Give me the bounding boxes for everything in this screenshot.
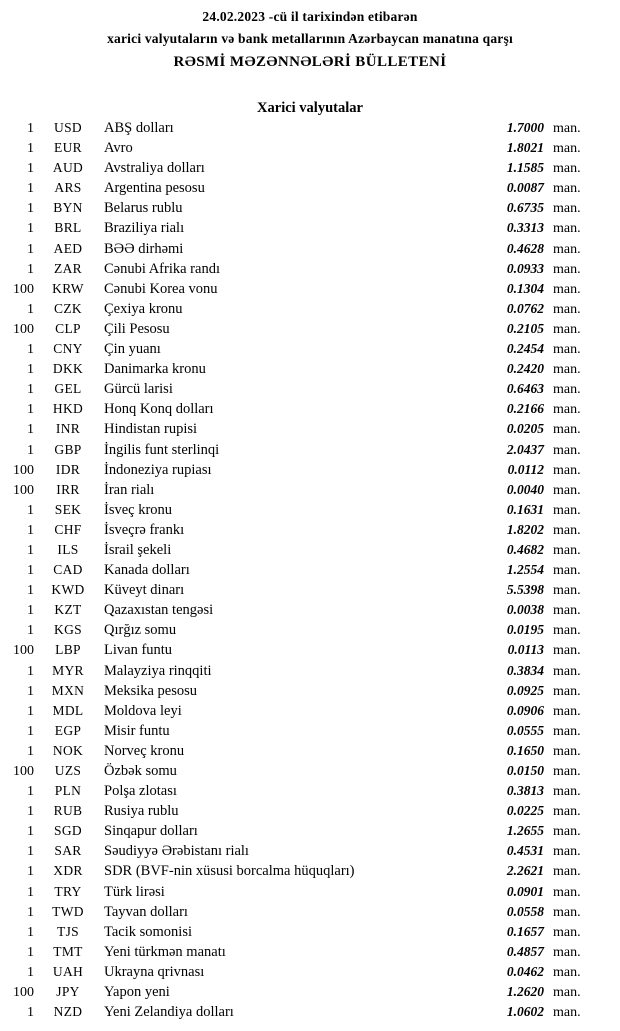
rate-row — [0, 319, 620, 339]
rate-quantity: 1 — [27, 924, 34, 940]
currency-code: CHF — [54, 521, 82, 537]
currency-name: Livan funtu — [104, 642, 173, 659]
currency-code: BYN — [53, 200, 83, 216]
currency-code: EUR — [54, 140, 82, 156]
rate-unit: man. — [553, 422, 581, 438]
rate-quantity: 1 — [27, 161, 34, 177]
currency-code: KZT — [54, 602, 82, 618]
rate-unit: man. — [553, 141, 581, 157]
rate-quantity: 1 — [27, 723, 34, 739]
rate-unit: man. — [553, 1005, 581, 1021]
rate-value: 0.1631 — [506, 501, 544, 517]
rate-value: 0.0225 — [506, 803, 544, 819]
rate-value: 0.4682 — [506, 541, 544, 557]
rate-unit: man. — [553, 522, 581, 538]
rate-row — [0, 480, 620, 500]
rate-row — [0, 158, 620, 178]
rate-row — [0, 399, 620, 419]
currency-code: KRW — [52, 280, 84, 296]
rate-quantity: 1 — [27, 522, 34, 538]
currency-name: İsveç kronu — [104, 501, 173, 518]
rate-value: 0.0205 — [506, 421, 544, 437]
currency-code: BRL — [54, 220, 82, 236]
rate-row — [0, 440, 620, 460]
currency-name: Kanada dolları — [104, 562, 190, 579]
rate-row — [0, 942, 620, 962]
currency-code: GEL — [54, 381, 82, 397]
rate-row — [0, 379, 620, 399]
rate-row — [0, 118, 620, 138]
currency-name: Gürcü larisi — [104, 381, 173, 398]
rate-row — [0, 781, 620, 801]
rate-value: 1.2655 — [506, 823, 544, 839]
rate-value: 1.7000 — [506, 120, 544, 135]
rate-quantity: 1 — [27, 342, 34, 358]
rate-unit: man. — [553, 201, 581, 217]
currency-code: XDR — [53, 863, 83, 879]
rate-quantity: 1 — [27, 1005, 34, 1021]
rate-value: 0.3313 — [506, 220, 544, 236]
rate-row — [0, 198, 620, 218]
rate-unit: man. — [553, 121, 581, 136]
currency-name: Cənubi Korea vonu — [104, 280, 218, 297]
currency-name: Norveç kronu — [104, 742, 185, 759]
currency-name: İsveçrə frankı — [104, 521, 185, 538]
currency-code: HKD — [52, 401, 84, 417]
rate-row — [0, 460, 620, 480]
currency-name: Braziliya rialı — [104, 220, 185, 237]
rate-quantity: 1 — [27, 964, 34, 980]
currency-name: Yeni türkmən manatı — [104, 943, 226, 960]
rate-row — [0, 640, 620, 660]
rate-row — [0, 239, 620, 259]
rate-unit: man. — [553, 623, 581, 639]
rate-unit: man. — [553, 261, 581, 277]
rate-row — [0, 902, 620, 922]
currency-code: NZD — [53, 1004, 83, 1020]
rate-row — [0, 701, 620, 721]
rate-value: 0.0113 — [507, 642, 544, 658]
rate-row — [0, 259, 620, 279]
currency-code: LBP — [55, 642, 81, 658]
rate-value: 0.0901 — [506, 883, 544, 899]
rate-quantity: 1 — [27, 362, 34, 378]
rate-row — [0, 861, 620, 881]
rate-value: 0.0762 — [506, 300, 544, 316]
rate-quantity: 1 — [27, 583, 34, 599]
rate-quantity: 1 — [27, 683, 34, 699]
currency-code: INR — [55, 421, 81, 437]
rate-unit: man. — [553, 221, 581, 237]
rate-quantity: 1 — [27, 824, 34, 840]
currency-name: Ukrayna qrivnası — [104, 963, 205, 980]
currency-code: MDL — [52, 702, 84, 718]
currency-name: Misir funtu — [104, 722, 170, 739]
currency-name: BƏƏ dirhəmi — [104, 240, 184, 257]
rate-value: 2.2621 — [506, 863, 544, 879]
currency-name: Moldova leyi — [104, 702, 182, 719]
currency-name: Türk lirəsi — [104, 883, 165, 900]
rate-row — [0, 419, 620, 439]
currency-name: Çexiya kronu — [104, 300, 183, 317]
rate-quantity: 1 — [27, 563, 34, 579]
currency-code: DKK — [52, 361, 84, 377]
currency-code: TWD — [52, 903, 84, 919]
rate-row — [0, 1002, 620, 1022]
rate-row — [0, 721, 620, 741]
rate-row — [0, 138, 620, 158]
rate-quantity: 1 — [27, 743, 34, 759]
rate-unit: man. — [553, 784, 581, 800]
rate-value: 0.2420 — [506, 361, 544, 377]
currency-name: Yeni Zelandiya dolları — [104, 1004, 234, 1021]
rate-row — [0, 600, 620, 620]
currency-name: İngilis funt sterlinqi — [104, 441, 220, 458]
rate-quantity: 100 — [13, 321, 34, 337]
rate-quantity: 1 — [27, 804, 34, 820]
currency-name: Özbək somu — [104, 763, 177, 779]
rate-unit: man. — [553, 643, 581, 659]
rate-row — [0, 741, 620, 761]
rate-unit: man. — [553, 462, 581, 478]
rate-value: 0.4857 — [506, 943, 544, 959]
rate-value: 0.0462 — [506, 963, 544, 979]
currency-code: EGP — [54, 722, 82, 738]
rate-value: 0.4628 — [506, 240, 544, 256]
currency-code: UAH — [52, 963, 84, 979]
rate-unit: man. — [553, 683, 581, 699]
currency-code: KWD — [51, 582, 85, 598]
rate-value: 0.6735 — [506, 200, 544, 216]
currency-code: CLP — [55, 320, 81, 336]
rate-row — [0, 500, 620, 520]
rate-quantity: 100 — [13, 482, 34, 498]
rate-unit: man. — [553, 563, 581, 579]
rate-quantity: 1 — [27, 261, 34, 277]
rate-row — [0, 882, 620, 902]
rate-value: 0.1304 — [506, 280, 544, 296]
currency-name: Yapon yeni — [104, 984, 170, 1001]
rate-quantity: 1 — [27, 884, 34, 900]
rate-value: 0.3813 — [506, 783, 544, 799]
rate-quantity: 100 — [13, 764, 34, 779]
rate-unit: man. — [553, 964, 581, 980]
rate-value: 1.0602 — [506, 1004, 544, 1020]
rate-quantity: 1 — [27, 141, 34, 157]
rate-value: 1.8202 — [506, 521, 544, 537]
rate-value: 0.0112 — [507, 461, 544, 477]
rate-unit: man. — [553, 301, 581, 317]
rate-row — [0, 580, 620, 600]
rate-unit: man. — [553, 502, 581, 518]
bulletin-header — [0, 6, 620, 74]
currency-name: İndoneziya rupiası — [104, 461, 212, 478]
currency-code: ARS — [54, 180, 82, 196]
currency-code: AUD — [52, 160, 84, 176]
rate-unit: man. — [553, 482, 581, 498]
rate-value: 0.0150 — [506, 763, 544, 778]
rate-value: 0.0555 — [506, 722, 544, 738]
rate-value: 0.0195 — [506, 622, 544, 638]
rate-value: 1.1585 — [506, 160, 544, 176]
rate-value: 0.2166 — [506, 401, 544, 417]
currency-name: İsrail şekeli — [104, 541, 172, 558]
rate-quantity: 1 — [27, 502, 34, 518]
rate-value: 0.0038 — [506, 602, 544, 618]
rate-row — [0, 339, 620, 359]
currency-name: Çili Pesosu — [104, 320, 170, 337]
currency-code: IDR — [55, 461, 81, 477]
currency-name: Rusiya rublu — [104, 803, 179, 820]
currency-code: JPY — [56, 984, 80, 1000]
rate-quantity: 1 — [27, 844, 34, 860]
currency-name: ABŞ dolları — [104, 120, 174, 136]
rate-row — [0, 279, 620, 299]
rate-row — [0, 299, 620, 319]
currency-code: ZAR — [54, 260, 82, 276]
currency-code: TJS — [57, 923, 79, 939]
rate-unit: man. — [553, 382, 581, 398]
rate-unit: man. — [553, 402, 581, 418]
currency-code: RUB — [53, 803, 83, 819]
currency-name: Səudiyyə Ərəbistanı rialı — [104, 843, 249, 860]
currency-code: TMT — [53, 943, 83, 959]
rate-quantity: 1 — [27, 784, 34, 800]
rate-value: 0.6463 — [506, 381, 544, 397]
rate-row — [0, 218, 620, 238]
currency-name: Tacik somonisi — [104, 923, 192, 940]
rate-unit: man. — [553, 924, 581, 940]
rate-row — [0, 520, 620, 540]
rate-unit: man. — [553, 944, 581, 960]
rate-unit: man. — [553, 362, 581, 378]
currency-code: AED — [53, 240, 83, 256]
rate-unit: man. — [553, 603, 581, 619]
currency-code: GBP — [54, 441, 82, 457]
currency-name: Honq Konq dolları — [104, 401, 214, 418]
currency-name: Hindistan rupisi — [104, 421, 198, 438]
currency-name: Argentina pesosu — [104, 180, 205, 197]
rate-unit: man. — [553, 241, 581, 257]
rate-quantity: 1 — [27, 241, 34, 257]
rate-row — [0, 841, 620, 861]
rate-row — [0, 540, 620, 560]
currency-code: NOK — [52, 742, 84, 758]
rates-table — [0, 118, 620, 1022]
rate-value: 0.0933 — [506, 260, 544, 276]
rate-unit: man. — [553, 764, 581, 779]
rate-unit: man. — [553, 804, 581, 820]
rate-quantity: 100 — [13, 643, 34, 659]
rate-quantity: 1 — [27, 221, 34, 237]
rate-quantity: 1 — [27, 422, 34, 438]
rate-row — [0, 962, 620, 982]
currency-code: CZK — [54, 300, 82, 316]
currency-code: CNY — [53, 341, 83, 357]
rate-quantity: 1 — [27, 201, 34, 217]
rate-row — [0, 801, 620, 821]
rate-quantity: 1 — [27, 542, 34, 558]
rate-value: 0.2454 — [506, 341, 544, 357]
rate-unit: man. — [553, 442, 581, 458]
rate-row — [0, 620, 620, 640]
rate-unit: man. — [553, 583, 581, 599]
currency-code: KGS — [54, 622, 82, 638]
rate-quantity: 1 — [27, 402, 34, 418]
currency-name: Tayvan dolları — [104, 903, 188, 920]
currency-code: SEK — [54, 501, 82, 517]
rate-unit: man. — [553, 542, 581, 558]
currency-code: MYR — [52, 662, 84, 678]
rate-unit: man. — [553, 743, 581, 759]
rate-value: 0.3834 — [506, 662, 544, 678]
rate-value: 0.0087 — [506, 180, 544, 196]
rate-row — [0, 821, 620, 841]
currency-code: TRY — [54, 883, 82, 899]
currency-code: CAD — [53, 562, 83, 578]
rate-row — [0, 761, 620, 781]
currency-name: Qazaxıstan tengəsi — [104, 602, 214, 619]
rate-quantity: 1 — [27, 603, 34, 619]
rate-row — [0, 922, 620, 942]
currency-name: Meksika pesosu — [104, 682, 198, 699]
rate-value: 0.4531 — [506, 843, 544, 859]
rate-unit: man. — [553, 663, 581, 679]
rate-row — [0, 661, 620, 681]
rate-value: 0.0906 — [506, 702, 544, 718]
currency-code: PLN — [54, 783, 82, 799]
currency-name: Çin yuanı — [104, 341, 161, 358]
rate-quantity: 100 — [13, 985, 34, 1001]
currency-code: MXN — [51, 682, 85, 698]
rate-row — [0, 359, 620, 379]
rate-quantity: 1 — [27, 904, 34, 920]
rate-quantity: 1 — [27, 442, 34, 458]
currency-name: Polşa zlotası — [104, 783, 177, 800]
currency-name: Belarus rublu — [104, 200, 183, 217]
header-subtitle: xarici valyutaların və bank metallarının Azərbaycan manatına qarşı — [107, 31, 513, 46]
section-title-foreign-currencies: Xarici valyutalar — [257, 100, 363, 116]
currency-code: SAR — [54, 843, 82, 859]
currency-name: Sinqapur dolları — [104, 823, 198, 840]
currency-name: Qırğız somu — [104, 622, 177, 639]
header-date-line: 24.02.2023 -cü il tarixindən etibarən — [202, 9, 418, 24]
rate-value: 0.0925 — [506, 682, 544, 698]
currency-name: Cənubi Afrika randı — [104, 260, 220, 277]
rate-quantity: 1 — [27, 301, 34, 317]
currency-name: Danimarka kronu — [104, 361, 206, 378]
rate-unit: man. — [553, 281, 581, 297]
currency-name: İran rialı — [104, 481, 155, 498]
rate-quantity: 100 — [13, 281, 34, 297]
rate-quantity: 100 — [13, 462, 34, 478]
currency-code: IRR — [56, 481, 80, 497]
rate-row — [0, 681, 620, 701]
currency-code: ILS — [57, 541, 79, 557]
rate-unit: man. — [553, 824, 581, 840]
rate-unit: man. — [553, 723, 581, 739]
rate-unit: man. — [553, 181, 581, 197]
rate-quantity: 1 — [27, 663, 34, 679]
currency-code: SGD — [54, 823, 82, 839]
rate-quantity: 1 — [27, 181, 34, 197]
rate-value: 0.0040 — [506, 481, 544, 497]
rate-unit: man. — [553, 884, 581, 900]
rate-row — [0, 982, 620, 1002]
rate-value: 0.2105 — [506, 320, 544, 336]
rate-value: 1.2554 — [506, 562, 544, 578]
rate-unit: man. — [553, 321, 581, 337]
rate-value: 1.8021 — [506, 140, 544, 156]
currency-name: Avro — [104, 140, 133, 157]
rate-value: 2.0437 — [506, 441, 544, 457]
rate-quantity: 1 — [27, 703, 34, 719]
rate-value: 0.1650 — [506, 742, 544, 758]
rate-quantity: 1 — [27, 382, 34, 398]
currency-code: UZS — [54, 763, 82, 778]
rate-quantity: 1 — [27, 623, 34, 639]
rate-row — [0, 178, 620, 198]
rate-row — [0, 560, 620, 580]
currency-name: Malayziya rinqqiti — [104, 662, 212, 679]
currency-code: USD — [54, 120, 82, 135]
header-title: RƏSMİ MƏZƏNNƏLƏRİ BÜLLETENİ — [173, 54, 447, 70]
rate-quantity: 1 — [27, 944, 34, 960]
rate-unit: man. — [553, 904, 581, 920]
rate-value: 0.0558 — [506, 903, 544, 919]
rate-quantity: 1 — [27, 121, 34, 136]
currency-name: Küveyt dinarı — [104, 582, 185, 599]
rate-unit: man. — [553, 342, 581, 358]
rate-unit: man. — [553, 864, 581, 880]
rate-value: 1.2620 — [506, 984, 544, 1000]
rate-value: 5.5398 — [506, 582, 544, 598]
rate-unit: man. — [553, 703, 581, 719]
rate-quantity: 1 — [27, 864, 34, 880]
rate-unit: man. — [553, 985, 581, 1001]
rate-unit: man. — [553, 161, 581, 177]
currency-name: Avstraliya dolları — [104, 160, 205, 177]
currency-name: SDR (BVF-nin xüsusi borcalma hüquqları) — [104, 863, 355, 880]
rate-unit: man. — [553, 844, 581, 860]
rate-value: 0.1657 — [506, 923, 544, 939]
